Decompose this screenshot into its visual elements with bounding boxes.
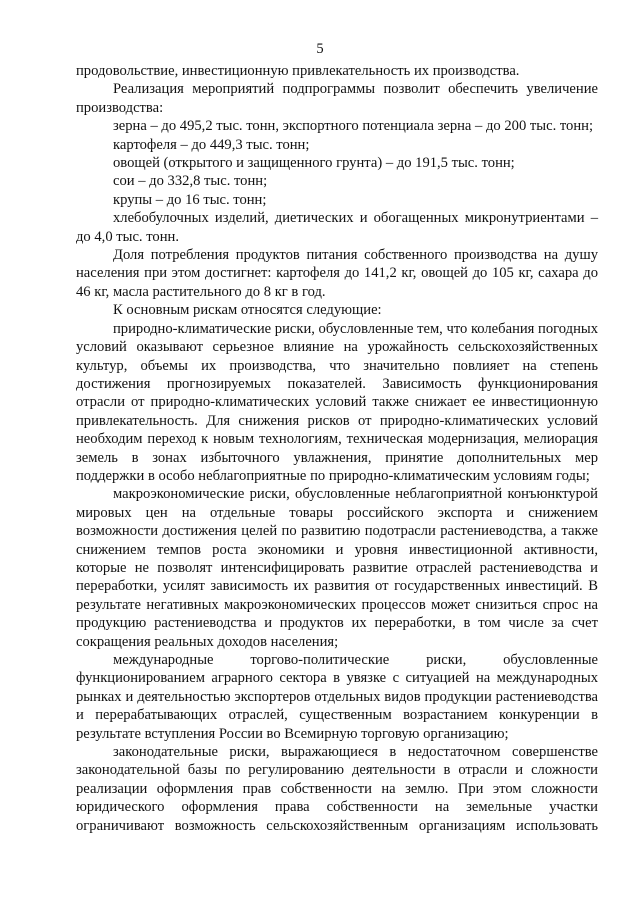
list-item: картофеля – до 449,3 тыс. тонн;: [113, 136, 310, 153]
risk-item: макроэкономические риски, обусловленные неблагоприятной конъюнктурой мировых цен на отдельные товары российского экспорта и снижением возможности достижения целей по развитию подотрасли растениеводства, а также снижением темпов роста экономики и уровня инвестиционной активности, которые не позволят интенсифицировать развитие отраслей растениеводства и переработки, усилят зависимость их развития от государственных инвестиций. В результате негативных макроэкономических процессов может снизиться спрос на продукцию растениеводства и продуктов их переработки, в том числе за счет сокращения реальных доходов населения;: [76, 486, 598, 650]
paragraph: К основным рискам относятся следующие:: [113, 302, 382, 319]
list-item: хлебобулочных изделий, диетических и обогащенных микронутриентами – до 4,0 тыс. тонн.: [76, 210, 598, 245]
list-item: зерна – до 495,2 тыс. тонн, экспортного потенциала зерна – до 200 тыс. тонн;: [113, 118, 594, 135]
risk-item: законодательные риски, выражающиеся в недостаточном совершенстве законодательной базы по регулированию деятельности в отрасли и сложности реализации оформления прав собственности на землю. При этом сложности юридического оформления права собственности на земельные участки ограничивают возможность сельскохозяйственным организациям использовать: [76, 744, 598, 834]
list-item: крупы – до 16 тыс. тонн;: [113, 191, 267, 208]
document-body: [76, 62, 598, 835]
risk-item: международные торгово-политические риски, обусловленные функционированием аграрного сектора в увязке с ситуацией на международных рынках и деятельностью экспортеров отдельных видов продукции растениеводства и перерабатывающих отраслей, существенным возрастанием конкуренции в результате вступления России во Всемирную торговую организацию;: [76, 652, 598, 742]
paragraph: Реализация мероприятий подпрограммы позволит обеспечить увеличение производства:: [76, 81, 598, 116]
page-number: 5: [316, 41, 324, 57]
list-item: овощей (открытого и защищенного грунта) – до 191,5 тыс. тонн;: [113, 155, 515, 172]
paragraph: продовольствие, инвестиционную привлекательность их производства.: [76, 63, 520, 79]
list-item: сои – до 332,8 тыс. тонн;: [113, 173, 268, 190]
risk-item: природно-климатические риски, обусловленные тем, что колебания погодных условий оказывают серьезное влияние на урожайность сельскохозяйственных культур, объемы их производства, что значительно повлияет на степень достижения прогнозируемых показателей. Зависимость функционирования отрасли от природно-климатических условий также снижает ее инвестиционную привлекательность. Для снижения рисков от природно-климатических условий необходим переход к новым технологиям, техническая модернизация, мелиорация земель в зонах избыточного увлажнения, принятие дополнительных мер поддержки в особо неблагоприятные по природно-климатическим условиям годы;: [76, 320, 598, 484]
paragraph: Доля потребления продуктов питания собственного производства на душу населения при этом достигнет: картофеля до 141,2 кг, овощей до 105 кг, сахара до 46 кг, масла растительного до 8 кг в год.: [76, 247, 598, 300]
